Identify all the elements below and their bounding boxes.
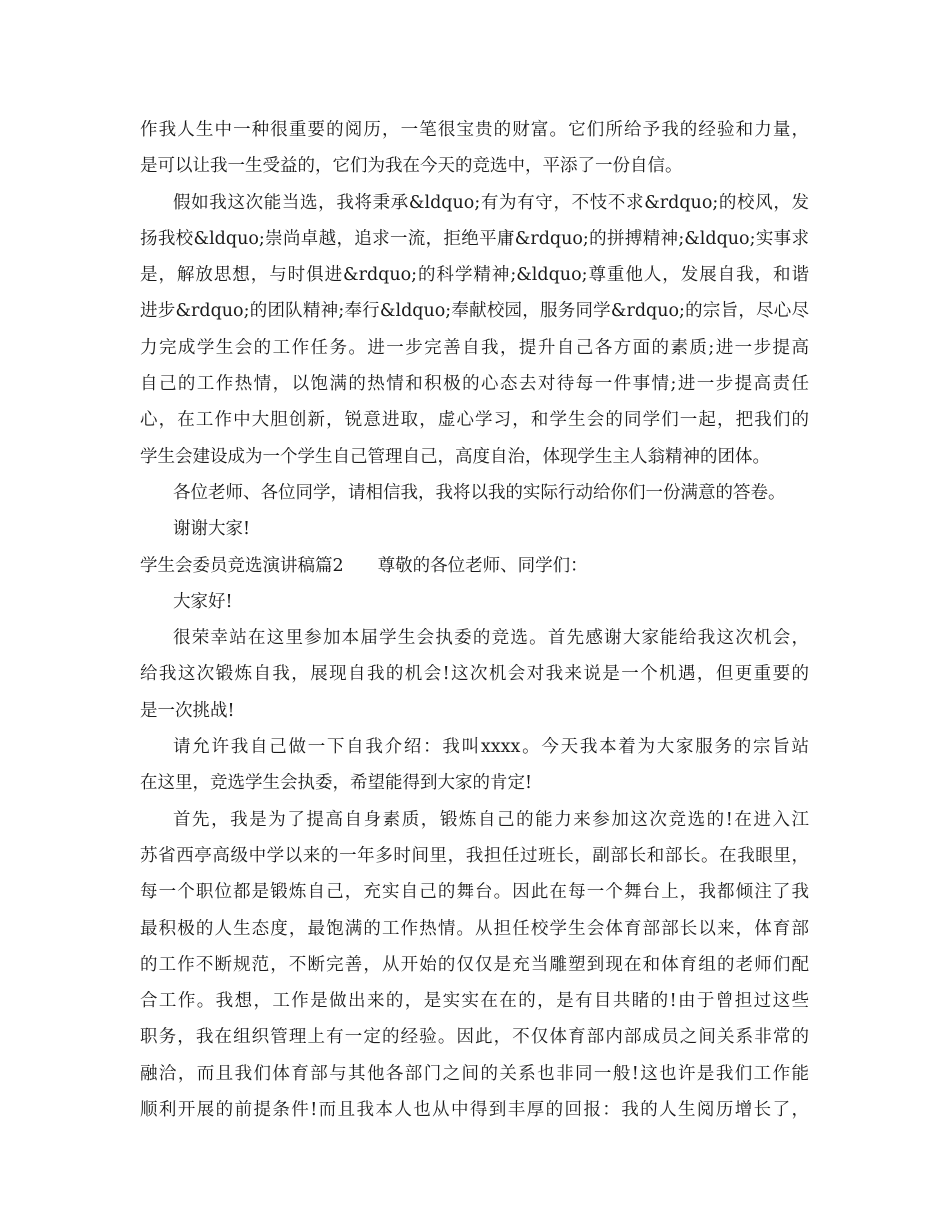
body-line: 是可以让我一生受益的，它们为我在今天的竞选中，平添了一份自信。 xyxy=(140,156,683,177)
body-line: 作我人生中一种很重要的阅历，一笔很宝贵的财富。它们所给予我的经验和力量， xyxy=(140,120,809,140)
body-line: 学生会建设成为一个学生自己管理自己，高度自治，体现学生主人翁精神的团体。 xyxy=(140,446,770,467)
body-line: 力完成学生会的工作任务。进一步完善自我，提升自己各方面的素质;进一步提高 xyxy=(140,337,809,358)
body-line: 是，解放思想，与时俱进&rdquo;的科学精神;&ldquo;尊重他人，发展自我，和谐 xyxy=(140,265,809,286)
salutation: 尊敬的各位老师、同学们： xyxy=(377,555,588,576)
greeting: 大家好! xyxy=(173,591,233,612)
paragraph-first-line: 首先，我是为了提高自身素质，锻炼自己的能力来参加这次竞选的!在进入江 xyxy=(173,809,809,830)
paragraph-first-line: 谢谢大家! xyxy=(173,519,251,540)
body-line: 职务，我在组织管理上有一定的经验。因此，不仅体育部内部成员之间关系非常的 xyxy=(140,1027,809,1048)
body-line: 进步&rdquo;的团队精神;奉行&ldquo;奉献校园，服务同学&rdquo;的宗旨，尽心尽 xyxy=(140,301,809,322)
body-line: 在这里，竞选学生会执委，希望能得到大家的肯定! xyxy=(140,773,533,794)
body-line: 顺利开展的前提条件!而且我本人也从中得到丰厚的回报：我的人生阅历增长了， xyxy=(140,1100,809,1121)
paragraph-first-line: 假如我这次能当选，我将秉承&ldquo;有为有守，不忮不求&rdquo;的校风，发 xyxy=(173,192,809,213)
body-line: 最积极的人生态度，最饱满的工作热情。从担任校学生会体育部部长以来，体育部 xyxy=(140,918,809,939)
paragraph-first-line: 请允许我自己做一下自我介绍：我叫xxxx。今天我本着为大家服务的宗旨站 xyxy=(173,737,809,758)
paragraph-first-line: 各位老师、各位同学，请相信我，我将以我的实际行动给你们一份满意的答卷。 xyxy=(173,482,786,503)
body-line: 心，在工作中大胆创新，锐意进取，虚心学习，和学生会的同学们一起，把我们的 xyxy=(140,410,809,431)
section-heading-line xyxy=(140,548,820,584)
body-line: 每一个职位都是锻炼自己，充实自己的舞台。因此在每一个舞台上，我都倾注了我 xyxy=(140,882,809,903)
body-line: 给我这次锻炼自我，展现自我的机会!这次机会对我来说是一个机遇，但更重要的 xyxy=(140,664,809,685)
body-line: 扬我校&ldquo;崇尚卓越，追求一流，拒绝平庸&rdquo;的拼搏精神;&ldquo;实事求 xyxy=(140,228,809,249)
document-body xyxy=(140,112,820,1128)
body-line: 融洽，而且我们体育部与其他各部门之间的关系也非同一般!这也许是我们工作能 xyxy=(140,1063,809,1084)
body-line: 合工作。我想，工作是做出来的，是实实在在的，是有目共睹的!由于曾担过这些 xyxy=(140,991,809,1012)
body-line: 是一次挑战! xyxy=(140,700,235,721)
section-title: 学生会委员竞选演讲稿篇2 xyxy=(140,555,344,576)
body-line: 的工作不断规范，不断完善，从开始的仅仅是充当雕塑到现在和体育组的老师们配 xyxy=(140,954,809,975)
body-line: 自己的工作热情，以饱满的热情和积极的心态去对待每一件事情;进一步提高责任 xyxy=(140,374,809,395)
body-line: 苏省西亭高级中学以来的一年多时间里，我担任过班长，副部长和部长。在我眼里， xyxy=(140,845,809,866)
paragraph-first-line: 很荣幸站在这里参加本届学生会执委的竞选。首先感谢大家能给我这次机会， xyxy=(173,628,809,649)
